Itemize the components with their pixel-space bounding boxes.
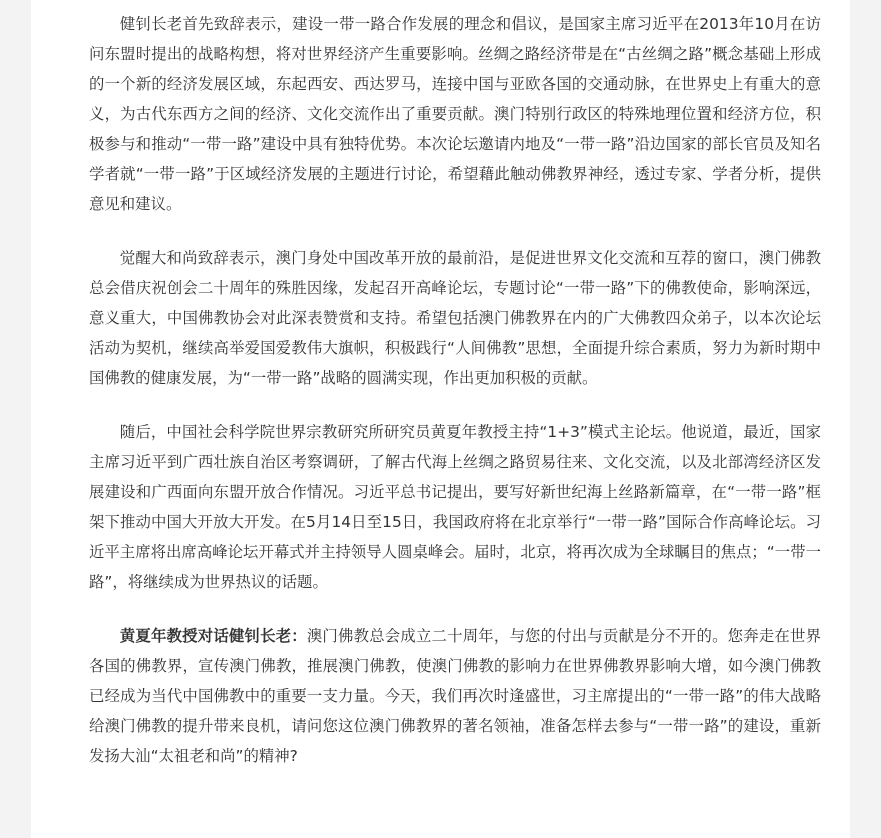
article-paragraph: 觉醒大和尚致辞表示，澳门身处中国改革开放的最前沿，是促进世界文化交流和互荐的窗口，澳门佛教总会借庆祝创会二十周年的殊胜因缘，发起召开高峰论坛，专题讨论“一带一路”下的佛教使命，影响深远，意义重大，中国佛教协会对此深表赞赏和支持。希望包括澳门佛教界在内的广大佛教四众弟子，以本次论坛活动为契机，继续高举爱国爱教伟大旗帜，积极践行“人间佛教”思想，全面提升综合素质，努力为新时期中国佛教的健康发展，为“一带一路”战略的圆满实现，作出更加积极的贡献。	[89, 249, 821, 387]
page-content-area	[31, 0, 850, 838]
article-paragraph-dialogue	[89, 621, 821, 771]
article-body	[89, 9, 821, 795]
dialogue-text: 澳门佛教总会成立二十周年，与您的付出与贡献是分不开的。您奔走在世界各国的佛教界，宣传澳门佛教，推展澳门佛教，使澳门佛教的影响力在世界佛教界影响大增，如今澳门佛教已经成为当代中国佛教中的重要一支力量。今天，我们再次时逢盛世，习主席提出的“一带一路”的伟大战略给澳门佛教的提升带来良机，请问您这位澳门佛教界的著名领袖，准备怎样去参与“一带一路”的建设，重新发扬大汕“太祖老和尚”的精神?	[89, 627, 821, 765]
article-paragraph: 随后，中国社会科学院世界宗教研究所研究员黄夏年教授主持“1+3”模式主论坛。他说道，最近，国家主席习近平到广西壮族自治区考察调研，了解古代海上丝绸之路贸易往来、文化交流，以及北部湾经济区发展建设和广西面向东盟开放合作情况。习近平总书记提出，要写好新世纪海上丝路新篇章，在“一带一路”框架下推动中国大开放大开发。在5月14日至15日，我国政府将在北京举行“一带一路”国际合作高峰论坛。习近平主席将出席高峰论坛开幕式并主持领导人圆桌峰会。届时，北京，将再次成为全球瞩目的焦点；“一带一路”，将继续成为世界热议的话题。	[89, 423, 821, 591]
article-paragraph: 健钊长老首先致辞表示，建设一带一路合作发展的理念和倡议，是国家主席习近平在2013年10月在访问东盟时提出的战略构想，将对世界经济产生重要影响。丝绸之路经济带是在“古丝绸之路”概念基础上形成的一个新的经济发展区域，东起西安、西达罗马，连接中国与亚欧各国的交通动脉，在世界史上有重大的意义，为古代东西方之间的经济、文化交流作出了重要贡献。澳门特别行政区的特殊地理位置和经济方位，积极参与和推动“一带一路”建设中具有独特优势。本次论坛邀请内地及“一带一路”沿边国家的部长官员及知名学者就“一带一路”于区域经济发展的主题进行讨论，希望藉此触动佛教界神经，透过专家、学者分析，提供意见和建议。	[89, 15, 821, 213]
speaker-label: 黄夏年教授对话健钊长老：	[119, 627, 307, 645]
